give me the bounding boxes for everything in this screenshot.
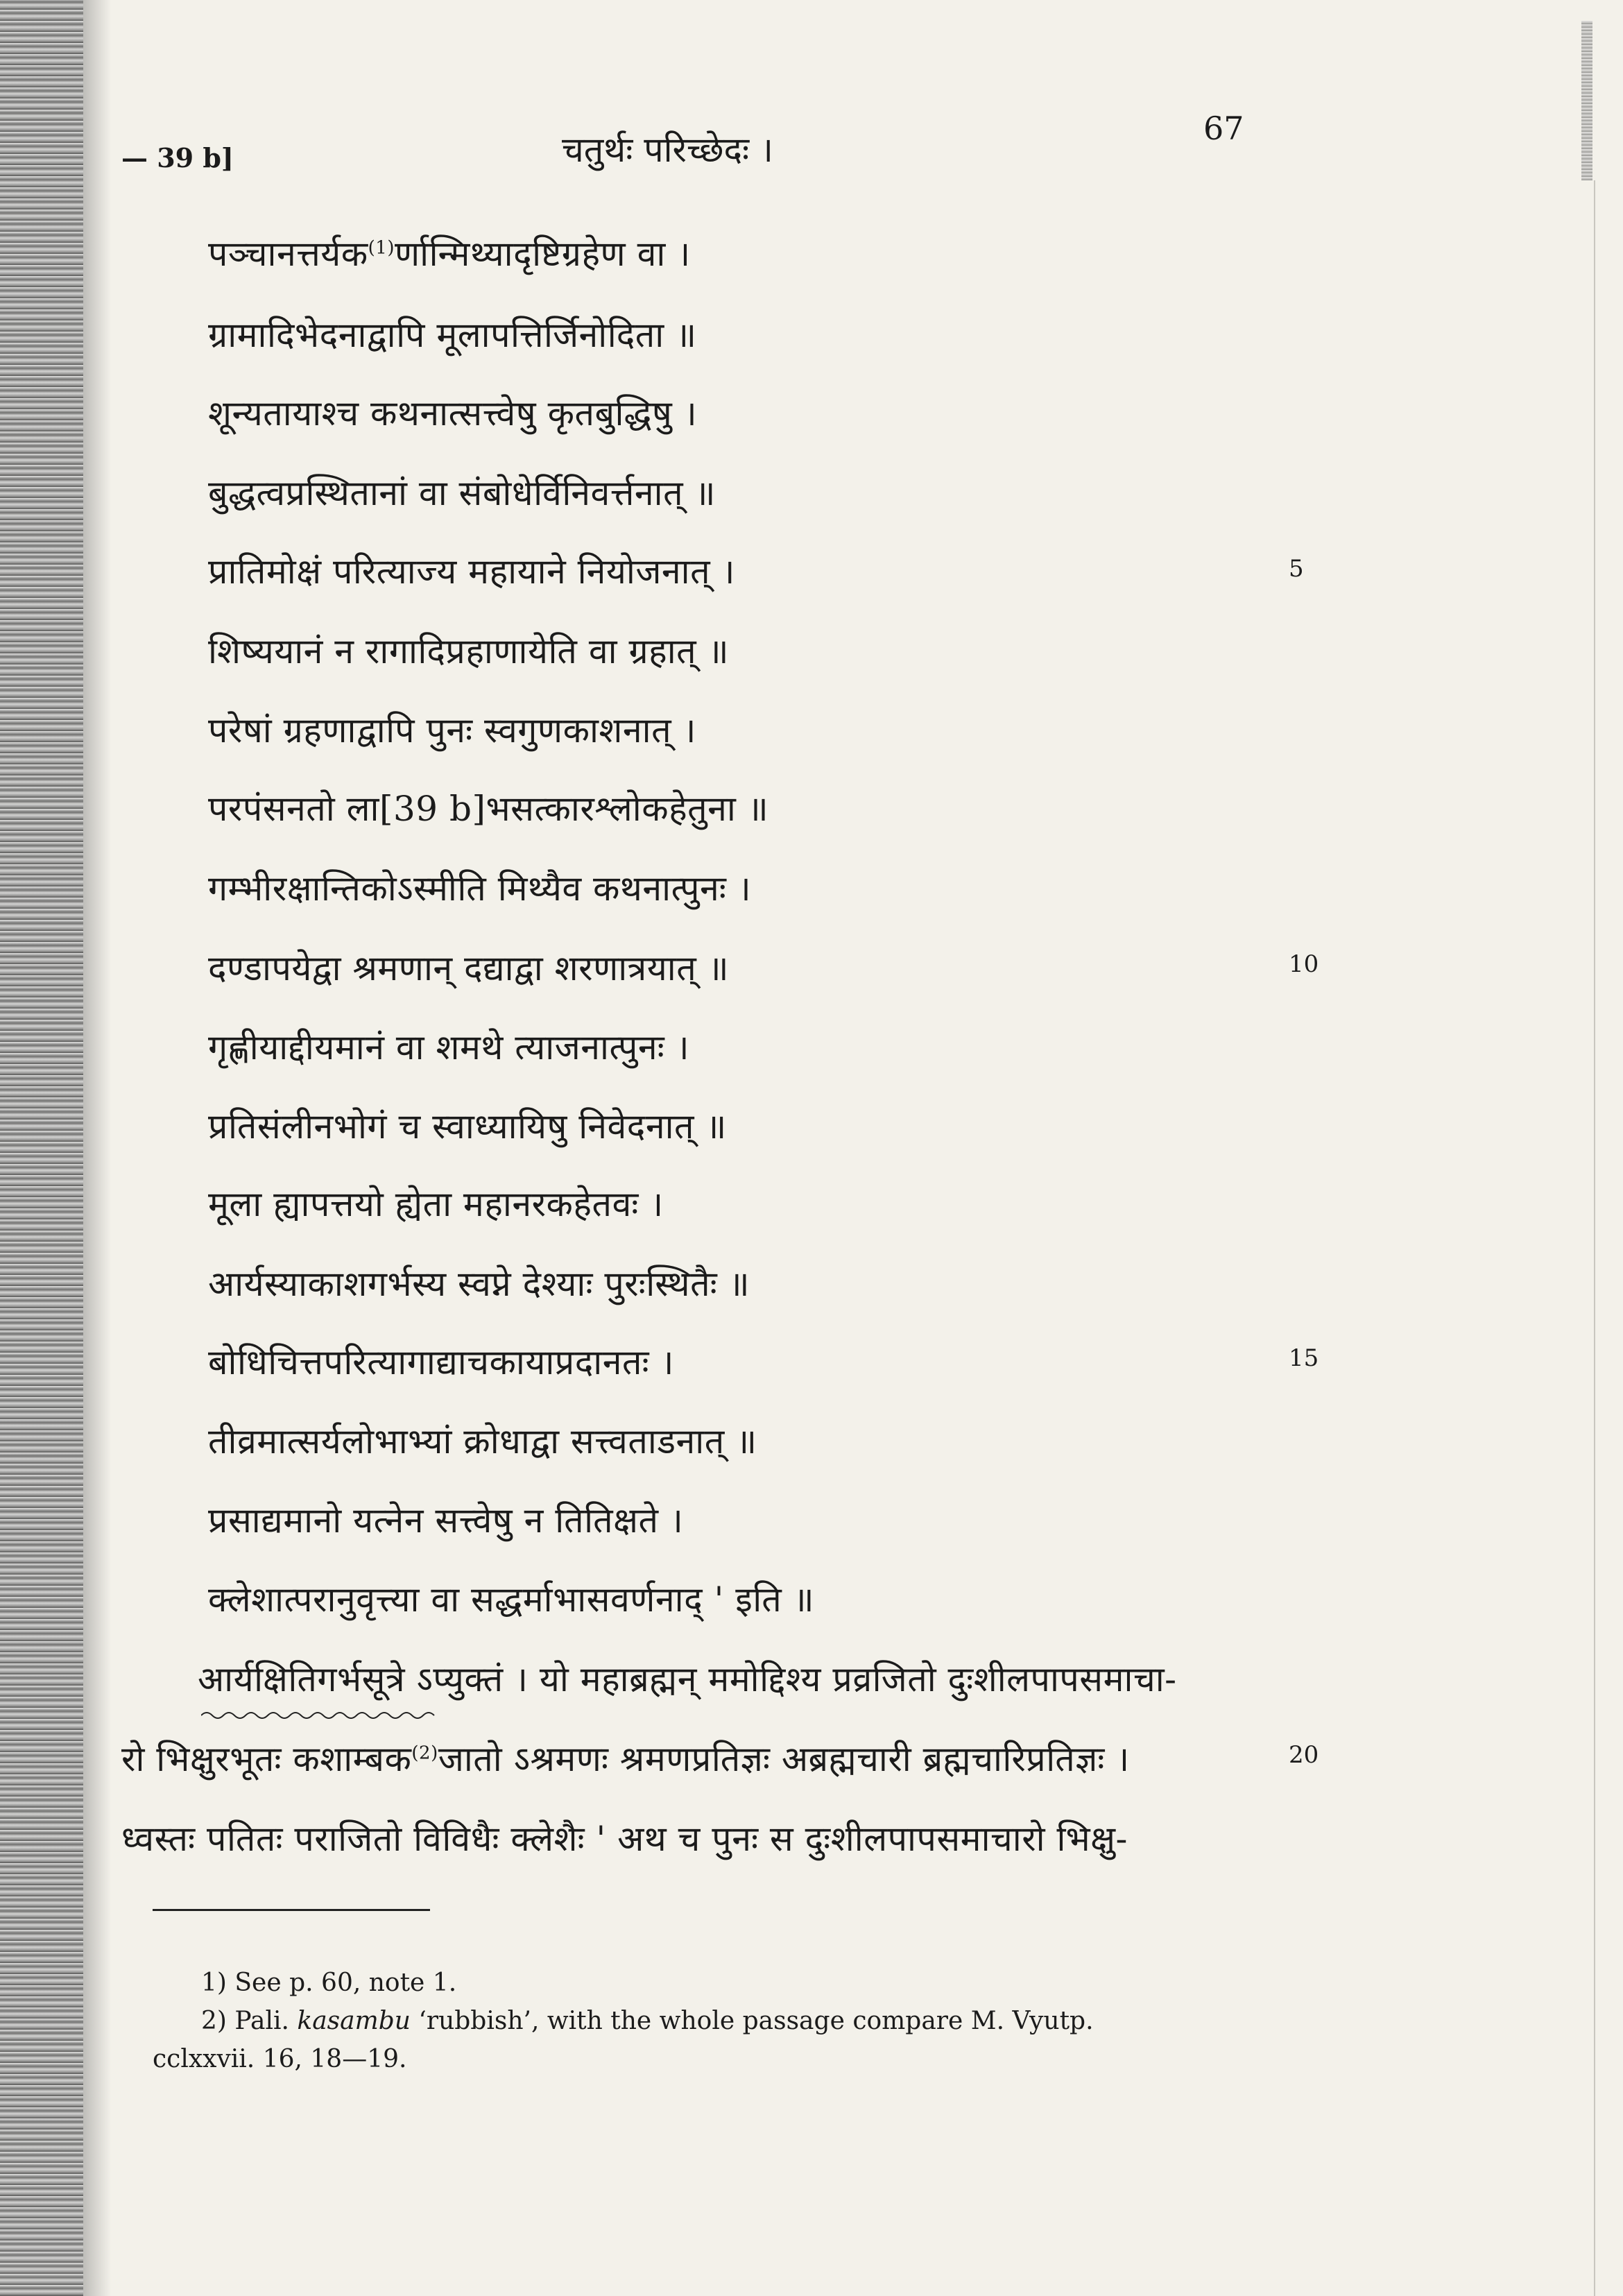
footnote-text: 2) Pali.: [201, 2007, 298, 2035]
verse-line-13: मूला ह्यापत्तयो ह्येता महानरकहेतवः ।: [208, 1184, 664, 1224]
scan-shadow-left: [0, 0, 83, 2296]
verse-line-15: बोधिचित्तपरित्यागाद्याचकायाप्रदानतः ।: [208, 1342, 674, 1382]
verse-line-3: शून्यतायाश्च कथनात्सत्त्वेषु कृतबुद्धिषु ।: [208, 393, 698, 434]
footnote-term: kasambu: [297, 2007, 411, 2035]
wavy-underline: [201, 1708, 437, 1722]
prose-line-1: आर्यक्षितिगर्भसूत्रे ऽप्युक्तं । यो महाब्रह्मन् ममोद्दिश्य प्रव्रजितो दुःशीलपापसमाचा-: [198, 1659, 1177, 1699]
verse-line-5: प्रातिमोक्षं परित्याज्य महायाने नियोजनात् ।: [208, 551, 735, 592]
verse-text: पञ्चानत्तर्यक: [208, 234, 368, 274]
scan-shadow-right: [1581, 21, 1592, 180]
line-number-20: 20: [1289, 1741, 1319, 1769]
footnote-2-continued: cclxxvii. 16, 18—19.: [153, 2045, 407, 2073]
prose-line-3: ध्वस्तः पतितः पराजितो विविधैः क्लेशैः ' अथ च पुनः स दुःशीलपापसमाचारो भिक्षु-: [121, 1819, 1128, 1859]
footnote-text: ‘rubbish’, with the whole passage compare M. Vyutp.: [410, 2007, 1094, 2035]
verse-line-1: [208, 229, 691, 276]
line-number-15: 15: [1289, 1344, 1319, 1372]
line-number-10: 10: [1289, 950, 1319, 978]
prose-text: जातो ऽश्रमणः श्रमणप्रतिज्ञः अब्रह्मचारी ब्रह्मचारिप्रतिज्ञः ।: [438, 1739, 1130, 1779]
verse-text: र्णान्मिथ्यादृष्टिग्रहेण वा ।: [395, 234, 691, 274]
footnote-2: [201, 2007, 1094, 2035]
verse-line-18: क्लेशात्परानुवृत्त्या वा सद्धर्माभासवर्णनाद् ' इति ॥: [208, 1579, 815, 1620]
footnote-marker: (2): [411, 1742, 438, 1764]
prose-line-2: [121, 1734, 1280, 1781]
verse-line-16: तीव्रमात्सर्यलोभाभ्यां क्रोधाद्वा सत्त्वताडनात् ॥: [208, 1421, 757, 1462]
chapter-title: चतुर्थः परिच्छेदः ।: [562, 130, 773, 170]
verse-line-6: शिष्ययानं न रागादिप्रहाणायेति वा ग्रहात् ॥: [208, 631, 730, 671]
verse-line-10: दण्डापयेद्वा श्रमणान् दद्याद्वा शरणात्रयात् ॥: [208, 948, 730, 988]
verse-line-11: गृह्णीयाद्दीयमानं वा शमथे त्याजनात्पुनः ।: [208, 1027, 690, 1068]
verse-line-9: गम्भीरक्षान्तिकोऽस्मीति मिथ्यैव कथनात्पुनः ।: [208, 868, 752, 909]
page-edge-line: [1594, 180, 1595, 2296]
verse-line-7: परेषां ग्रहणाद्वापि पुनः स्वगुणकाशनात् ।: [208, 710, 696, 751]
verse-line-17: प्रसाद्यमानो यत्नेन सत्त्वेषु न तितिक्षते ।: [208, 1500, 684, 1541]
verse-line-14: आर्यस्याकाशगर्भस्य स्वप्ने देश्याः पुरःस्थितैः ॥: [208, 1264, 750, 1304]
prose-text: रो भिक्षुरभूतः कशाम्बक: [121, 1739, 412, 1779]
verse-line-12: प्रतिसंलीनभोगं च स्वाध्यायिषु निवेदनात् ॥: [208, 1106, 727, 1147]
folio-reference: — 39 b]: [121, 142, 234, 173]
footnote-1: 1) See p. 60, note 1.: [201, 1969, 457, 1997]
line-number-5: 5: [1289, 555, 1304, 583]
verse-line-4: बुद्धत्वप्रस्थितानां वा संबोधेर्विनिवर्त्तनात् ॥: [208, 473, 716, 513]
footnote-rule: [153, 1909, 430, 1911]
verse-line-2: ग्रामादिभेदनाद्वापि मूलापत्तिर्जिनोदिता ॥: [208, 315, 697, 355]
footnote-marker: (1): [368, 237, 395, 259]
page-number: 67: [1203, 110, 1244, 147]
verse-line-8: परपंसनतो ला[39 b]भसत्कारश्लोकहेतुना ॥: [208, 789, 769, 829]
